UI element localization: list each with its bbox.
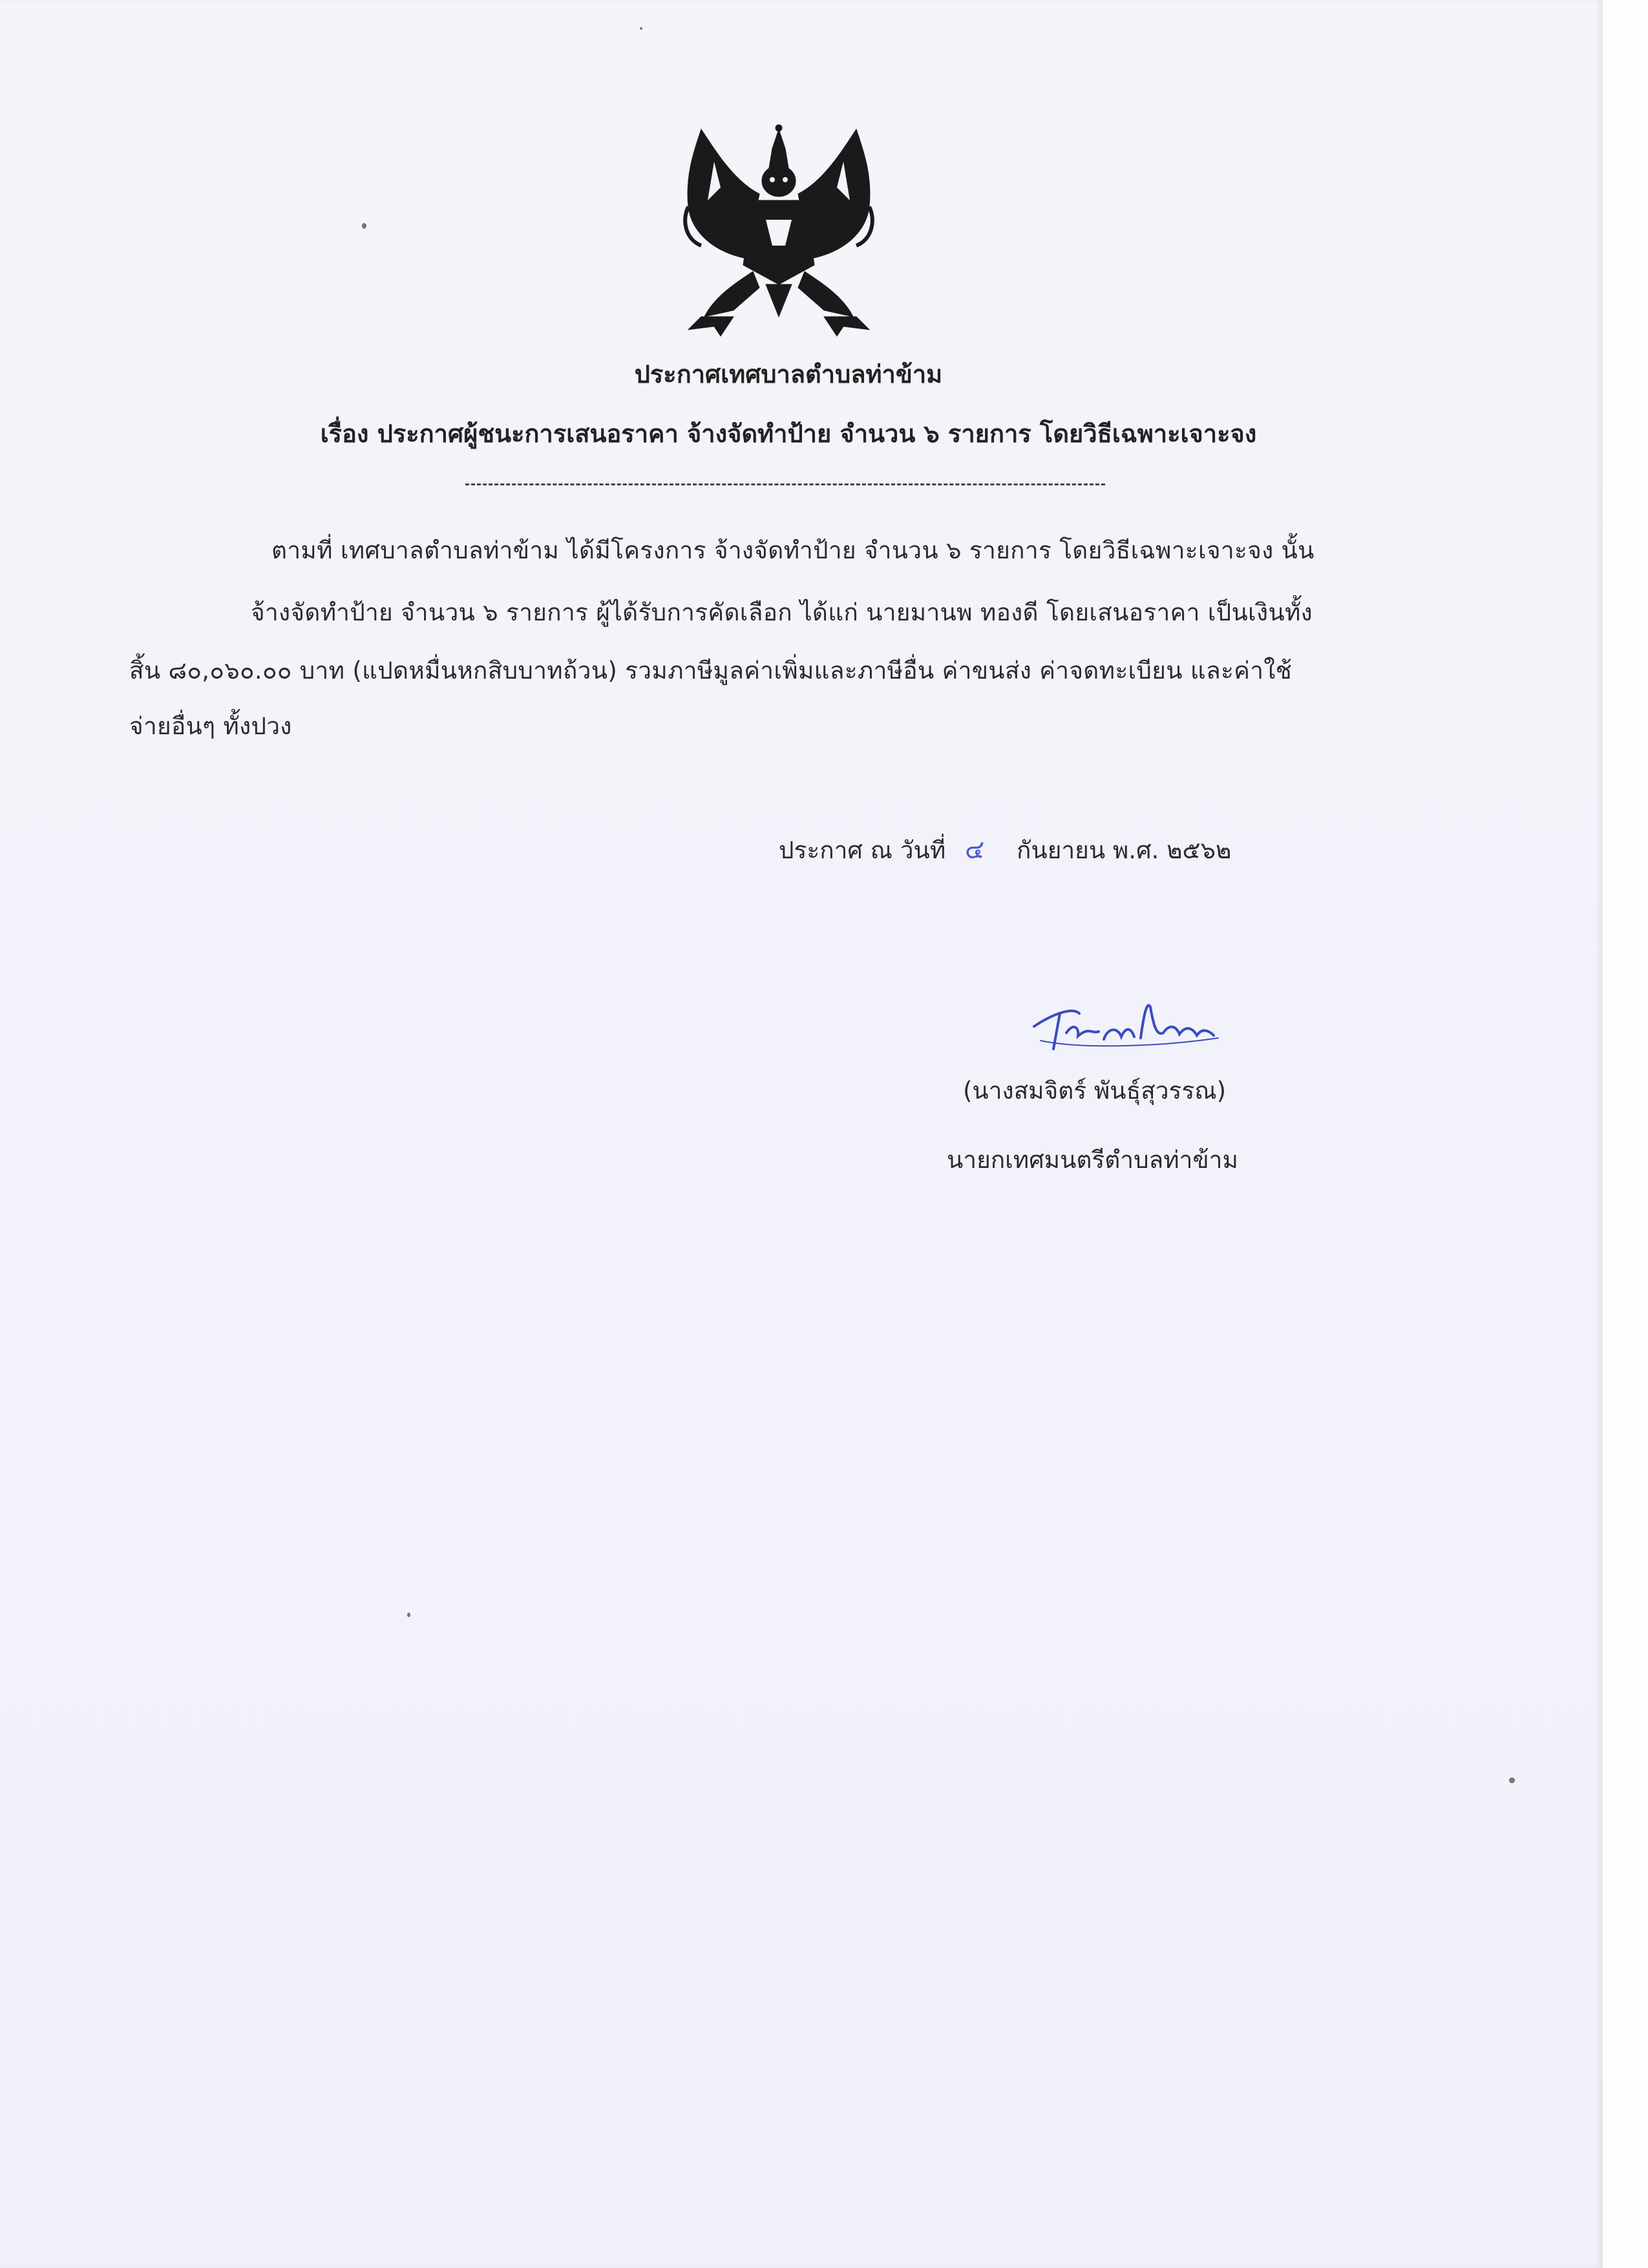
paper-speck [362, 223, 366, 229]
announcement-date [779, 829, 1231, 870]
scan-edge [1603, 0, 1648, 2268]
handwritten-signature [1028, 988, 1221, 1059]
date-day-handwritten: ๔ [964, 835, 985, 865]
announcement-title: ประกาศเทศบาลตำบลท่าข้าม [634, 360, 943, 388]
body-paragraph-line-3: สิ้น ๘๐,๐๖๐.๐๐ บาท (แปดหมื่นหกสิบบาทถ้วน) รวมภาษีมูลค่าเพิ่มและภาษีอื่น ค่าขนส่ง ค่าจดทะเบียน และค่าใช้ [129, 657, 1293, 684]
signer-name: (นางสมจิตร์ พันธุ์สุวรรณ) [963, 1077, 1227, 1105]
date-month-year: กันยายน พ.ศ. ๒๕๖๒ [1017, 836, 1232, 864]
title-divider [465, 483, 1105, 485]
body-paragraph-line-2: จ้างจัดทำป้าย จำนวน ๖ รายการ ผู้ได้รับการคัดเลือก ได้แก่ นายมานพ ทองดี โดยเสนอราคา เป็นเงินทั้ง [251, 599, 1313, 626]
paper-speck [407, 1613, 410, 1617]
announcement-subject: เรื่อง ประกาศผู้ชนะการเสนอราคา จ้างจัดทำป้าย จำนวน ๖ รายการ โดยวิธีเฉพาะเจาะจง [320, 419, 1257, 448]
date-prefix: ประกาศ ณ วันที่ [779, 836, 946, 864]
paper-speck [1509, 1777, 1515, 1783]
body-paragraph-line-1: ตามที่ เทศบาลตำบลท่าข้าม ได้มีโครงการ จ้างจัดทำป้าย จำนวน ๖ รายการ โดยวิธีเฉพาะเจาะจง นั้น [271, 536, 1315, 564]
signer-position: นายกเทศมนตรีตำบลท่าข้าม [947, 1146, 1238, 1174]
paper-speck [640, 27, 642, 30]
body-paragraph-line-4: จ่ายอื่นๆ ทั้งปวง [129, 712, 292, 740]
garuda-emblem-icon [675, 123, 882, 349]
